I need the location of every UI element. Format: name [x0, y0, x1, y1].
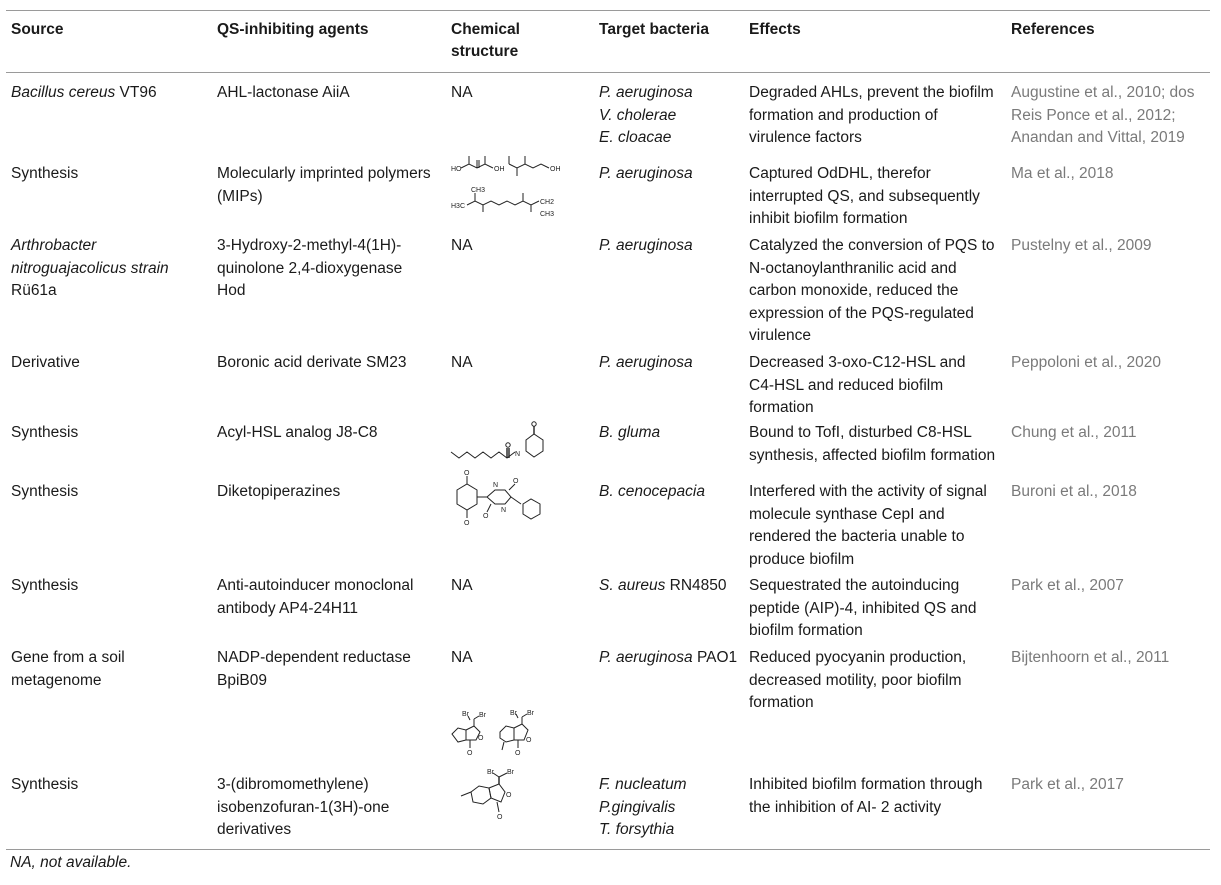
bicyclic-furanone-structures [448, 712, 538, 757]
row6-source: Synthesis [11, 483, 79, 500]
header-structure-line1: Chemical [451, 21, 520, 38]
row8-effects-2: decreased motility, poor biofilm [749, 671, 962, 689]
chem-label-ho: HO [451, 166, 462, 173]
row1-reference-3[interactable]: Anandan and Vittal, 2019 [1011, 129, 1185, 146]
chem-label-br-3: Br [510, 710, 517, 717]
chem-label-ch2: CH2 [540, 199, 555, 206]
row5-reference[interactable]: Chung et al., 2011 [1011, 424, 1137, 441]
chem-label-nh-2: N [501, 507, 507, 514]
row8-target-strain: PAO1 [692, 649, 738, 666]
row8-agent-2: BpiB09 [217, 671, 267, 689]
row5-effects-1: Bound to TofI, disturbed C8-HSL [749, 424, 972, 441]
row5-target: B. gluma [599, 424, 661, 441]
row2-source: Synthesis [11, 165, 79, 182]
chem-label-o-10: O [497, 814, 503, 821]
row2-effects-1: Captured OdDHL, therefor [749, 165, 931, 182]
chem-label-br-4: Br [527, 710, 534, 717]
row3-agent-1: 3-Hydroxy-2-methyl-4(1H)- [217, 237, 402, 254]
row6-effects-2: molecule synthase CepI and [749, 505, 945, 523]
row5-source: Synthesis [11, 424, 79, 441]
row6-effects-1: Interfered with the activity of signal [749, 483, 987, 500]
header-source: Source [11, 21, 64, 38]
row9-target-2: P.gingivalis [599, 798, 676, 816]
row3-effects-2: N-octanoylanthranilic acid and [749, 259, 957, 277]
row2-effects-2: interrupted QS, and subsequently [749, 187, 980, 205]
row6-effects-4: produce biofilm [749, 550, 855, 568]
row2-agent-1: Molecularly imprinted polymers [217, 165, 431, 182]
row1-reference-1[interactable]: Augustine et al., 2010; dos [1011, 84, 1195, 101]
row4-agent: Boronic acid derivate SM23 [217, 354, 407, 371]
row6-target: B. cenocepacia [599, 483, 705, 500]
dibromomethylene-isobenzofuranone-structure [459, 768, 539, 824]
row9-effects-2: the inhibition of AI- 2 activity [749, 798, 942, 816]
chem-label-o-7: O [526, 737, 532, 744]
row1-target-2: V. cholerae [599, 106, 677, 124]
chem-label-o-5: O [478, 735, 484, 742]
j8-c8-structure [449, 420, 564, 465]
mip-monomer-structure [447, 150, 567, 220]
chem-label-o-2: O [464, 520, 470, 527]
row8-effects-3: formation [749, 694, 814, 711]
top-rule [6, 10, 1210, 11]
chem-label-o-1: O [464, 470, 470, 477]
row1-structure: NA [451, 84, 473, 101]
row7-agent-1: Anti-autoinducer monoclonal [217, 577, 414, 594]
row7-target [599, 575, 727, 598]
row1-effects-2: formation and production of [749, 106, 938, 124]
chem-label-o-8: O [515, 750, 521, 757]
bottom-rule [6, 849, 1210, 850]
row7-effects-3: biofilm formation [749, 622, 863, 639]
diketopiperazine-structure [449, 470, 564, 540]
chem-label-ch3-2: CH3 [540, 211, 555, 218]
row6-effects-3: rendered the bacteria unable to [749, 528, 965, 545]
row1-source-strain: VT96 [115, 84, 157, 101]
row8-structure: NA [451, 649, 473, 666]
row3-effects-1: Catalyzed the conversion of PQS to [749, 237, 995, 254]
chem-label-nh: N [515, 451, 521, 458]
row9-source: Synthesis [11, 776, 79, 793]
row7-agent-2: antibody AP4-24H11 [217, 599, 359, 617]
header-effects: Effects [749, 21, 801, 38]
row7-target-species: S. aureus [599, 577, 666, 594]
row7-source: Synthesis [11, 577, 79, 594]
row3-agent-3: Hod [217, 282, 246, 299]
chem-label-oh: OH [494, 166, 505, 173]
chem-label-oh-2: OH [550, 166, 561, 173]
chem-label-ch3: CH3 [471, 187, 486, 194]
row1-effects-1: Degraded AHLs, prevent the biofilm [749, 84, 994, 101]
row9-target-1: F. nucleatum [599, 776, 687, 793]
row2-effects-3: inhibit biofilm formation [749, 210, 908, 227]
row4-target: P. aeruginosa [599, 354, 693, 371]
row5-effects-2: synthesis, affected biofilm formation [749, 446, 996, 464]
row3-source-2: nitroguajacolicus strain [11, 259, 169, 277]
row1-reference-2[interactable]: Reis Ponce et al., 2012; [1011, 106, 1176, 124]
row3-reference[interactable]: Pustelny et al., 2009 [1011, 237, 1152, 254]
chem-label-br-1: Br [462, 711, 469, 718]
header-references: References [1011, 21, 1095, 38]
row8-reference[interactable]: Bijtenhoorn et al., 2011 [1011, 649, 1170, 666]
chem-label-o-3: O [513, 478, 519, 485]
row3-agent-2: quinolone 2,4-dioxygenase [217, 259, 403, 277]
row9-agent-2: isobenzofuran-1(3H)-one [217, 798, 390, 816]
row3-structure: NA [451, 237, 473, 254]
row8-source-1: Gene from a soil [11, 649, 125, 666]
row9-agent-3: derivatives [217, 821, 292, 838]
header-agents: QS-inhibiting agents [217, 21, 369, 38]
chem-label-o-9: O [506, 792, 512, 799]
row4-structure: NA [451, 354, 473, 371]
row3-source-3: Rü61a [11, 282, 57, 299]
row4-reference[interactable]: Peppoloni et al., 2020 [1011, 354, 1161, 371]
row8-target [599, 647, 737, 670]
table-footnote: NA, not available. [10, 854, 132, 871]
row2-agent-2: (MIPs) [217, 187, 263, 205]
row7-effects-2: peptide (AIP)-4, inhibited QS and [749, 599, 977, 617]
header-target: Target bacteria [599, 21, 709, 38]
row8-effects-1: Reduced pyocyanin production, [749, 649, 967, 666]
row3-source-1: Arthrobacter [11, 237, 97, 254]
row7-structure: NA [451, 577, 473, 594]
row1-source-genus: Bacillus cereus [11, 84, 116, 101]
row9-agent-1: 3-(dibromomethylene) [217, 776, 369, 793]
row7-effects-1: Sequestrated the autoinducing [749, 577, 960, 594]
row3-target: P. aeruginosa [599, 237, 693, 254]
chem-label-o-6: O [467, 750, 473, 757]
chem-label-br-2: Br [479, 712, 486, 719]
row4-effects-2: C4-HSL and reduced biofilm [749, 376, 944, 394]
row7-reference[interactable]: Park et al., 2007 [1011, 577, 1124, 594]
row1-effects-3: virulence factors [749, 129, 862, 146]
row7-target-strain: RN4850 [665, 577, 727, 594]
row9-effects-1: Inhibited biofilm formation through [749, 776, 983, 793]
row9-target-3: T. forsythia [599, 821, 675, 838]
row6-agent: Diketopiperazines [217, 483, 341, 500]
row1-target-1: P. aeruginosa [599, 84, 693, 101]
chem-label-o-4: O [483, 513, 489, 520]
row8-source-2: metagenome [11, 671, 102, 689]
chem-label-nh-1: N [493, 482, 499, 489]
chem-label-br-5: Br [487, 769, 494, 776]
header-structure-line2: structure [451, 43, 519, 60]
row1-agent: AHL-lactonase AiiA [217, 84, 350, 101]
row9-reference[interactable]: Park et al., 2017 [1011, 776, 1124, 793]
row1-target-3: E. cloacae [599, 129, 672, 146]
row3-effects-4: expression of the PQS-regulated [749, 304, 974, 322]
row6-reference[interactable]: Buroni et al., 2018 [1011, 483, 1137, 500]
row3-effects-5: virulence [749, 327, 812, 344]
row4-effects-3: formation [749, 399, 814, 416]
row8-target-species: P. aeruginosa [599, 649, 693, 666]
row4-source: Derivative [11, 354, 80, 371]
row1-source [11, 82, 157, 105]
row2-reference[interactable]: Ma et al., 2018 [1011, 165, 1114, 182]
row4-effects-1: Decreased 3-oxo-C12-HSL and [749, 354, 966, 371]
row8-agent-1: NADP-dependent reductase [217, 649, 411, 666]
header-rule [6, 72, 1210, 73]
row5-agent: Acyl-HSL analog J8-C8 [217, 424, 378, 441]
chem-label-h3c: H3C [451, 203, 466, 210]
chem-label-br-6: Br [507, 769, 514, 776]
row2-target: P. aeruginosa [599, 165, 693, 182]
row3-effects-3: carbon monoxide, reduced the [749, 282, 959, 299]
